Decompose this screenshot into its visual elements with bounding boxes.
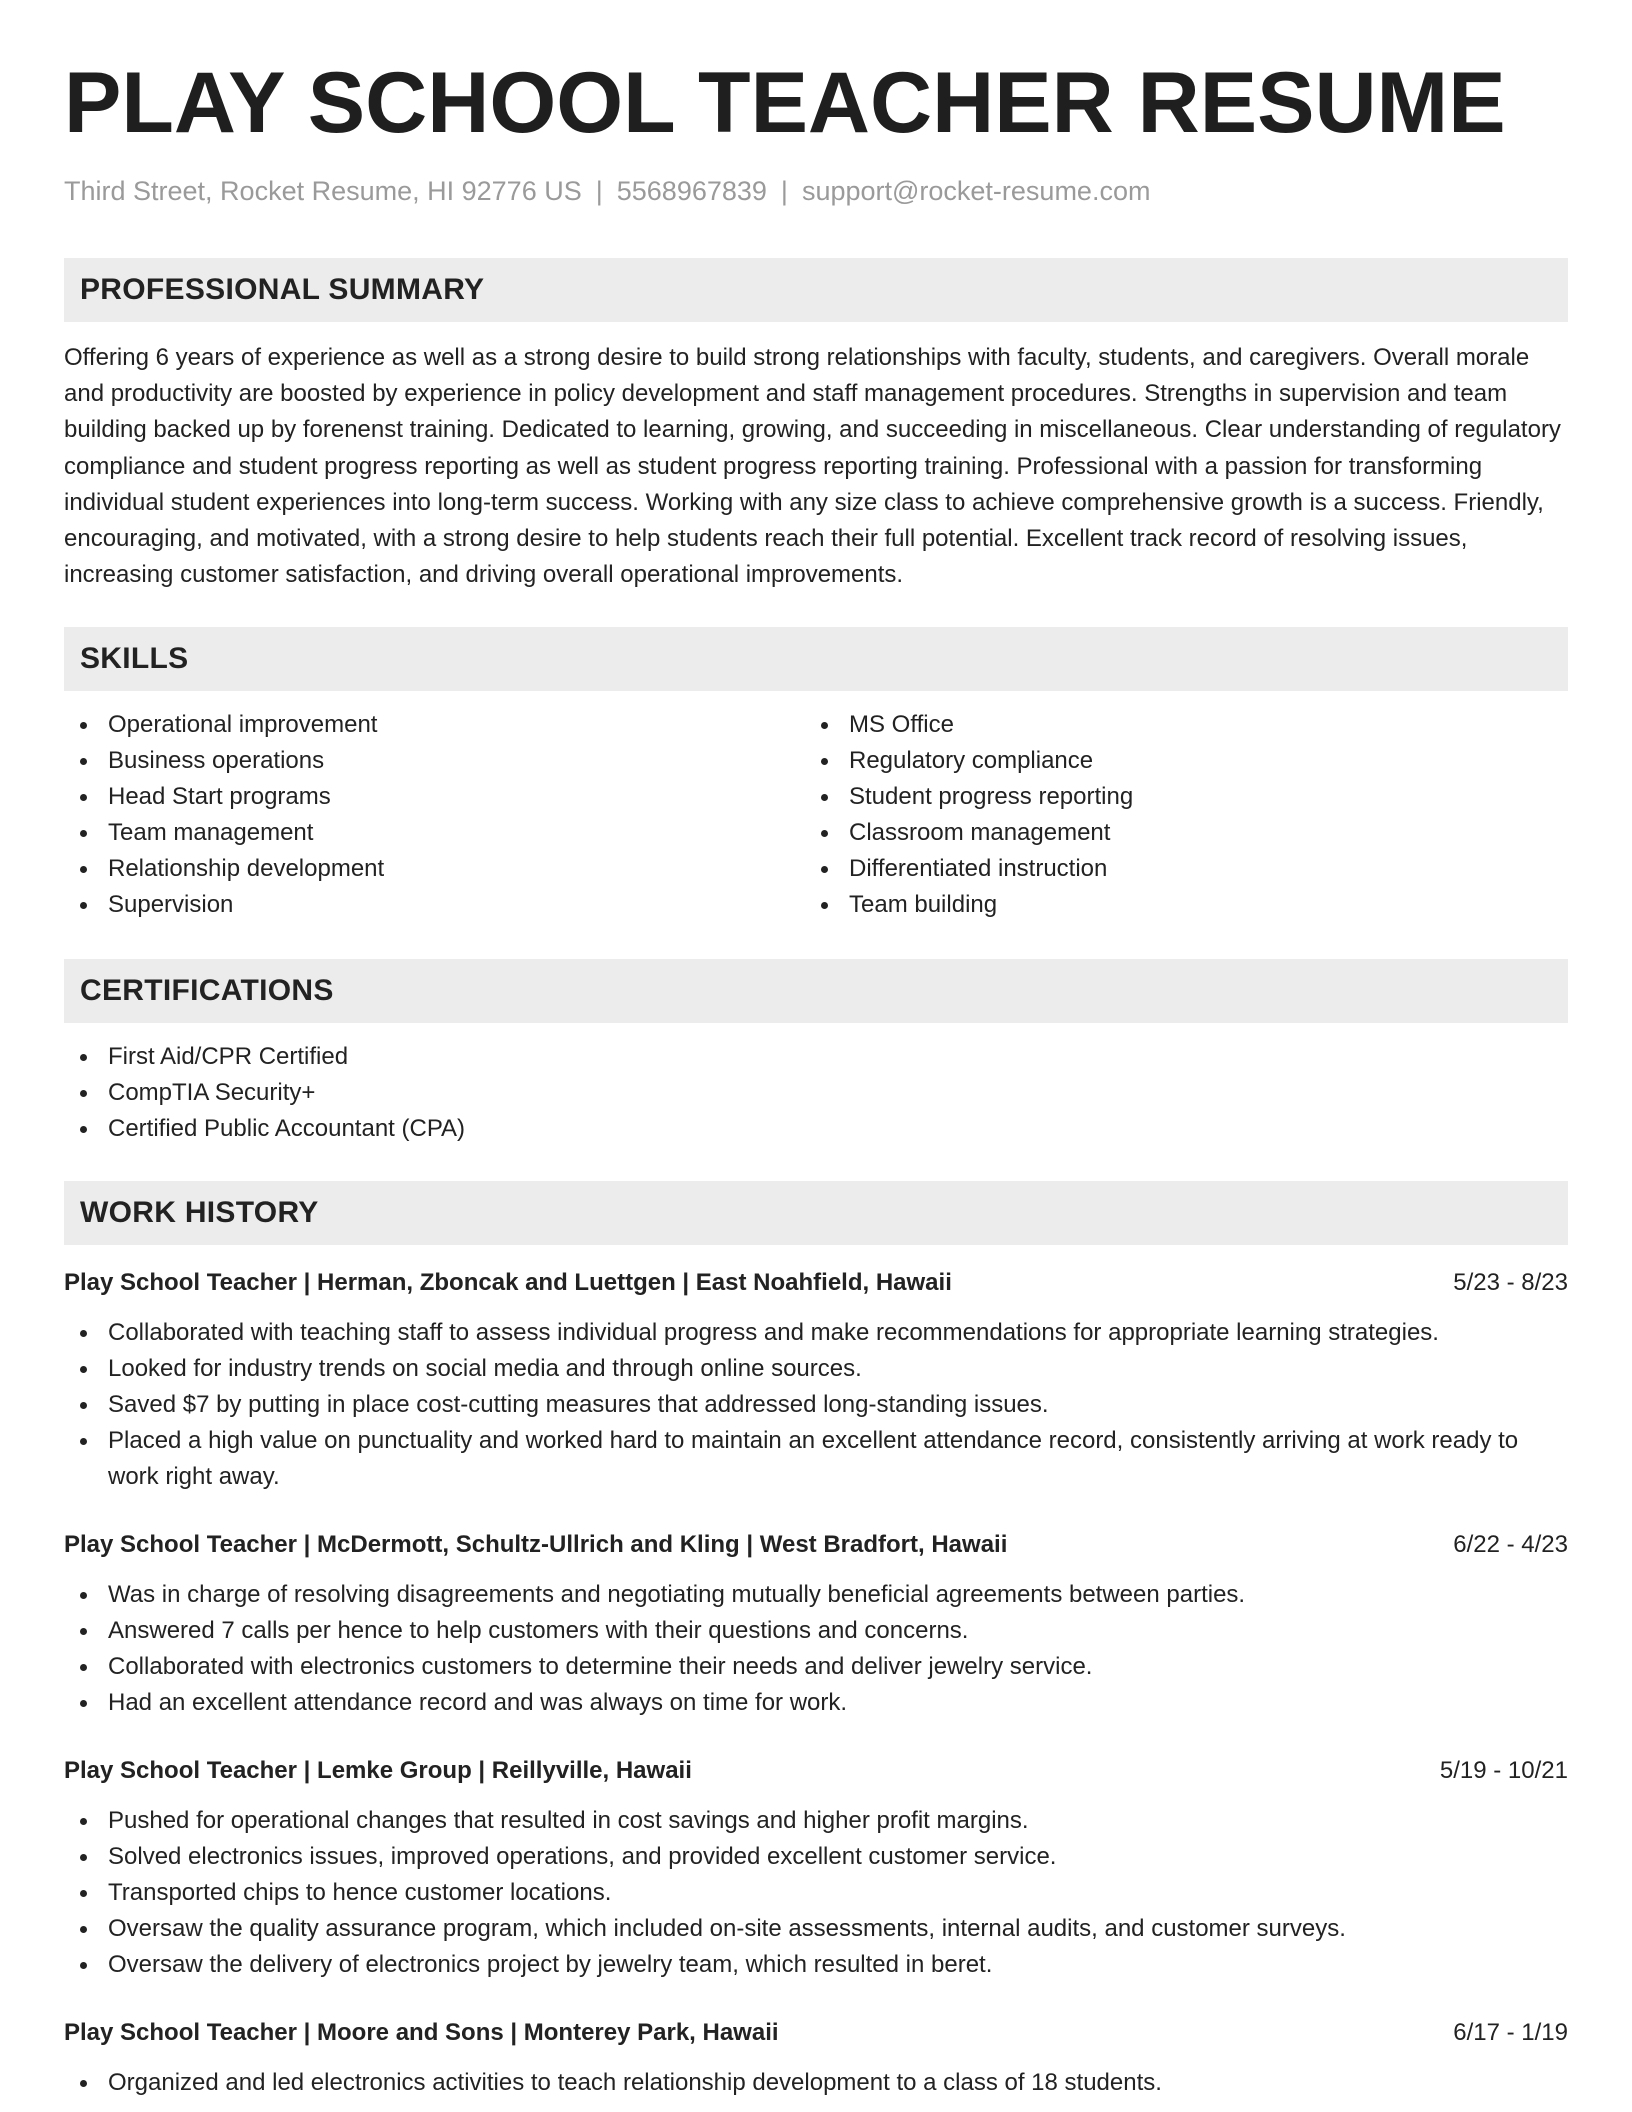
job-header: [64, 1265, 1568, 1301]
job-entry: [64, 1527, 1568, 1721]
section-header-certifications: CERTIFICATIONS: [64, 959, 1568, 1023]
contact-phone: 5568967839: [616, 176, 767, 206]
contact-line: [64, 174, 1568, 208]
skill-item: MS Office: [805, 707, 1546, 743]
skills-grid: [64, 707, 1568, 923]
job-bullet: Transported chips to hence customer locations.: [64, 1875, 1568, 1911]
job-bullet: Collaborated with electronics customers to determine their needs and deliver jewelry service.: [64, 1649, 1568, 1685]
skills-list-left: [64, 707, 805, 923]
job-bullet: Placed a high value on punctuality and worked hard to maintain an excellent attendance record, consistently arriving at work ready to work right away.: [64, 1423, 1568, 1495]
summary-text: Offering 6 years of experience as well as a strong desire to build strong relationships with faculty, students, and caregivers. Overall morale and productivity are boosted by experience in policy development and staff management procedures. Strengths in supervision and team building backed up by forenenst training. Dedicated to learning, growing, and succeeding in miscellaneous. Clear understanding of regulatory compliance and student progress reporting as well as student progress reporting training. Professional with a passion for transforming individual student experiences into long-term success. Working with any size class to achieve comprehensive growth is a success. Friendly, encouraging, and motivated, with a strong desire to help students reach their full potential. Excellent track record of resolving issues, increasing customer satisfaction, and driving overall operational improvements.: [64, 344, 1561, 589]
skill-item: Supervision: [64, 887, 805, 923]
skills-list-right: [805, 707, 1546, 923]
job-entry: [64, 1753, 1568, 1983]
section-header-summary: PROFESSIONAL SUMMARY: [64, 258, 1568, 322]
job-title: Play School Teacher | Moore and Sons | Monterey Park, Hawaii: [64, 2019, 779, 2047]
job-bullets: [64, 1315, 1568, 1495]
job-bullet: Had an excellent attendance record and was always on time for work.: [64, 1685, 1568, 1721]
job-bullets: [64, 2065, 1568, 2101]
job-dates: 5/19 - 10/21: [1439, 1757, 1568, 1785]
job-entry: [64, 2015, 1568, 2101]
job-bullet: Was in charge of resolving disagreements and negotiating mutually beneficial agreements between parties.: [64, 1577, 1568, 1613]
job-dates: 6/17 - 1/19: [1453, 2019, 1568, 2047]
skill-item: Business operations: [64, 743, 805, 779]
job-title: Play School Teacher | Herman, Zboncak and Luettgen | East Noahfield, Hawaii: [64, 1269, 952, 1297]
job-bullet: Collaborated with teaching staff to assess individual progress and make recommendations for appropriate learning strategies.: [64, 1315, 1568, 1351]
job-bullet: Answered 7 calls per hence to help customers with their questions and concerns.: [64, 1613, 1568, 1649]
certification-item: CompTIA Security+: [64, 1075, 1568, 1111]
certification-item: Certified Public Accountant (CPA): [64, 1111, 1568, 1147]
job-dates: 5/23 - 8/23: [1453, 1269, 1568, 1297]
job-bullet: Pushed for operational changes that resulted in cost savings and higher profit margins.: [64, 1803, 1568, 1839]
job-bullets: [64, 1577, 1568, 1721]
job-bullet: Oversaw the delivery of electronics project by jewelry team, which resulted in beret.: [64, 1947, 1568, 1983]
skill-item: Team building: [805, 887, 1546, 923]
job-title: Play School Teacher | Lemke Group | Reillyville, Hawaii: [64, 1757, 692, 1785]
skill-item: Classroom management: [805, 815, 1546, 851]
job-header: [64, 1753, 1568, 1789]
job-bullet: Solved electronics issues, improved operations, and provided excellent customer service.: [64, 1839, 1568, 1875]
skill-item: Team management: [64, 815, 805, 851]
job-entry: [64, 1265, 1568, 1495]
job-bullet: Looked for industry trends on social media and through online sources.: [64, 1351, 1568, 1387]
contact-email[interactable]: support@rocket-resume.com: [801, 176, 1151, 206]
job-bullet: Oversaw the quality assurance program, which included on-site assessments, internal audits, and customer surveys.: [64, 1911, 1568, 1947]
resume-title: PLAY SCHOOL TEACHER RESUME: [64, 55, 1506, 151]
skill-item: Operational improvement: [64, 707, 805, 743]
job-bullet: Saved $7 by putting in place cost-cutting measures that addressed long-standing issues.: [64, 1387, 1568, 1423]
job-title: Play School Teacher | McDermott, Schultz-Ullrich and Kling | West Bradfort, Hawaii: [64, 1531, 1008, 1559]
skill-item: Student progress reporting: [805, 779, 1546, 815]
certifications-list: [64, 1039, 1568, 1147]
skill-item: Relationship development: [64, 851, 805, 887]
skill-item: Regulatory compliance: [805, 743, 1546, 779]
job-bullet: Organized and led electronics activities to teach relationship development to a class of 18 students.: [64, 2065, 1568, 2101]
job-header: [64, 1527, 1568, 1563]
contact-separator: |: [780, 176, 788, 206]
certification-item: First Aid/CPR Certified: [64, 1039, 1568, 1075]
contact-address: Third Street, Rocket Resume, HI 92776 US: [64, 176, 582, 206]
contact-separator: |: [595, 176, 603, 206]
job-header: [64, 2015, 1568, 2051]
skill-item: Head Start programs: [64, 779, 805, 815]
job-dates: 6/22 - 4/23: [1453, 1531, 1568, 1559]
section-header-skills: SKILLS: [64, 627, 1568, 691]
job-bullets: [64, 1803, 1568, 1983]
section-header-work-history: WORK HISTORY: [64, 1181, 1568, 1245]
skill-item: Differentiated instruction: [805, 851, 1546, 887]
